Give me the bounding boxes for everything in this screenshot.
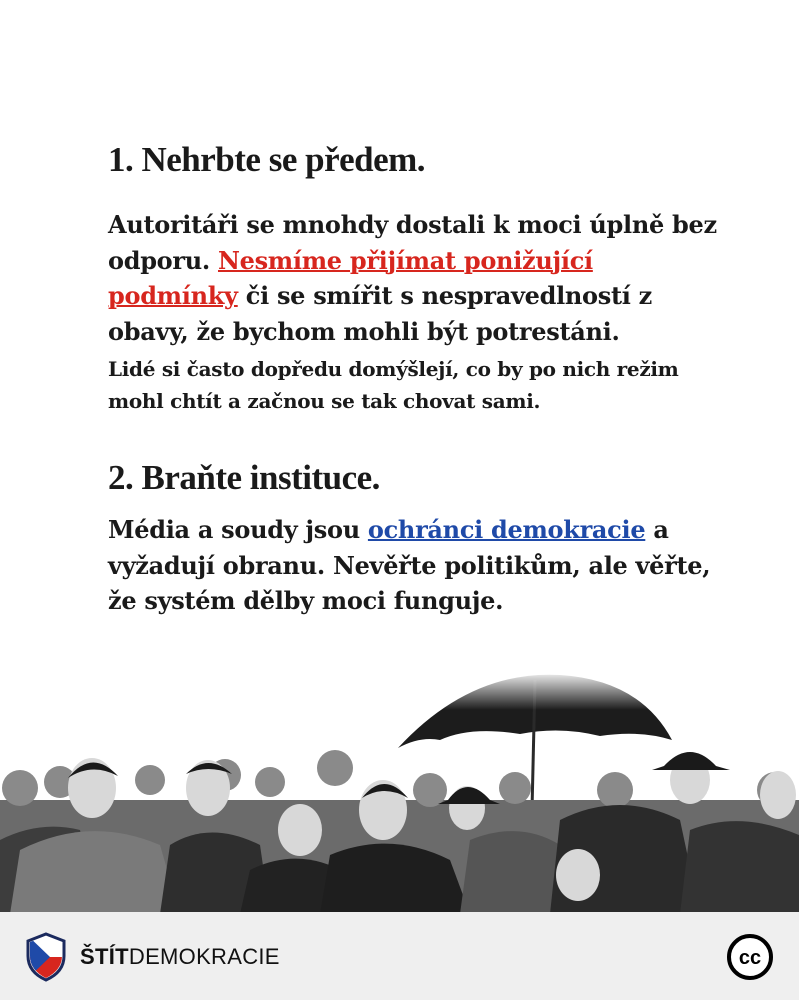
- footer: [0, 912, 799, 1000]
- shield-flag-icon: [24, 932, 68, 982]
- section-1-text-end: či se smířit s nespravedlností z obavy, že bychom mohli být potrestáni.: [108, 281, 652, 346]
- brand-name: [80, 944, 280, 970]
- brand-logo[interactable]: [24, 932, 280, 982]
- brand-name-bold: ŠTÍT: [80, 944, 129, 969]
- section-2-text-start: Média a soudy jsou: [108, 515, 368, 544]
- section-1-heading: 1. Nehrbte se předem.: [108, 140, 426, 179]
- crowd-photo: [0, 670, 799, 914]
- section-1-link[interactable]: Nesmíme přijímat ponižující podmínky: [108, 245, 593, 310]
- article-content: [108, 140, 728, 615]
- section-1-note: Lidé si často dopředu domýšlejí, co by po nich režim mohl chtít a začnou se tak chovat sami.: [108, 357, 679, 413]
- section-2-heading: 2. Braňte instituce.: [108, 458, 380, 497]
- section-2-body: [108, 512, 728, 619]
- section-1-body: [108, 207, 728, 349]
- cc-label: cc: [738, 947, 762, 969]
- section-2-link[interactable]: ochránci demokracie: [367, 515, 646, 544]
- brand-name-regular: DEMOKRACIE: [128, 944, 280, 969]
- creative-commons-icon[interactable]: [726, 933, 774, 981]
- section-2-text-end: a vyžadují obranu. Nevěřte politikům, ale věřte, že systém dělby moci funguje.: [108, 515, 711, 615]
- section-1-text-start: Autoritáři se mnohdy dostali k moci úplně bez odporu.: [108, 210, 717, 275]
